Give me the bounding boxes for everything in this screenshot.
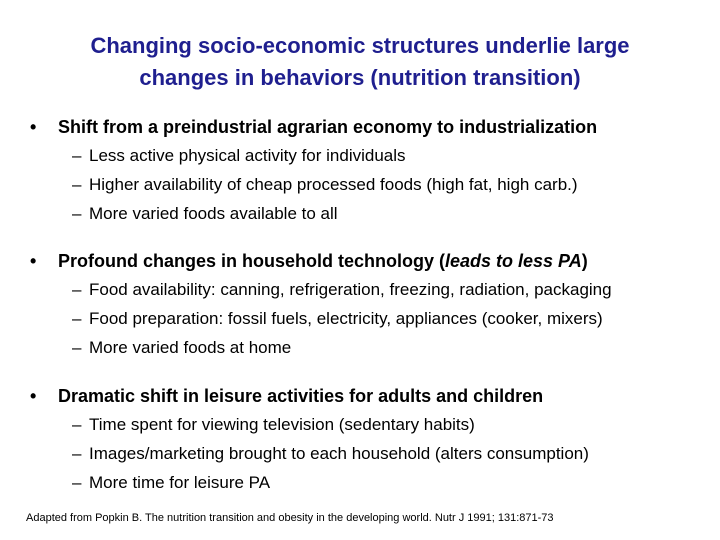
dash-icon: – xyxy=(72,204,82,223)
bullet-text: Shift from a preindustrial agrarian economy to industrialization xyxy=(58,117,598,137)
sub-item-text: Food preparation: fossil fuels, electricity, appliances (cooker, mixers) xyxy=(89,309,603,328)
bullet-dot-icon: • xyxy=(30,386,37,406)
sub-item-text: Food availability: canning, refrigeration, freezing, radiation, packaging xyxy=(89,280,612,299)
dash-icon: – xyxy=(72,473,82,492)
sub-item-text: Time spent for viewing television (sedentary habits) xyxy=(89,415,475,434)
sub-item-text: More time for leisure PA xyxy=(89,473,271,492)
bullet-text-main: Profound changes in household technology ( xyxy=(58,251,445,271)
sub-item-text: More varied foods available to all xyxy=(89,204,338,223)
sub-item-text: Images/marketing brought to each household (alters consumption) xyxy=(89,444,589,463)
slide-title-line-2: changes in behaviors (nutrition transition) xyxy=(139,65,581,90)
dash-icon: – xyxy=(72,309,82,328)
dash-icon: – xyxy=(72,146,82,165)
bullet-text-italic: leads to less PA xyxy=(445,251,582,271)
dash-icon: – xyxy=(72,415,82,434)
bullet-text xyxy=(58,248,588,274)
bullet-dot-icon: • xyxy=(30,251,37,271)
slide-title-line-1: Changing socio-economic structures underlie large xyxy=(90,33,630,58)
sub-item-text: Higher availability of cheap processed foods (high fat, high carb.) xyxy=(89,175,578,194)
slide-title xyxy=(0,30,720,94)
bullet-dot-icon: • xyxy=(30,117,37,137)
sub-item-text: More varied foods at home xyxy=(89,338,292,357)
sub-item-text: Less active physical activity for individuals xyxy=(89,146,406,165)
bullet-text: Dramatic shift in leisure activities for adults and children xyxy=(58,386,544,406)
dash-icon: – xyxy=(72,280,82,299)
footnote-citation: Adapted from Popkin B. The nutrition transition and obesity in the developing world. Nutr J 1991; 131:871-73 xyxy=(26,512,554,524)
bullet-text-end: ) xyxy=(581,251,588,271)
dash-icon: – xyxy=(72,338,82,357)
dash-icon: – xyxy=(72,444,82,463)
dash-icon: – xyxy=(72,175,82,194)
